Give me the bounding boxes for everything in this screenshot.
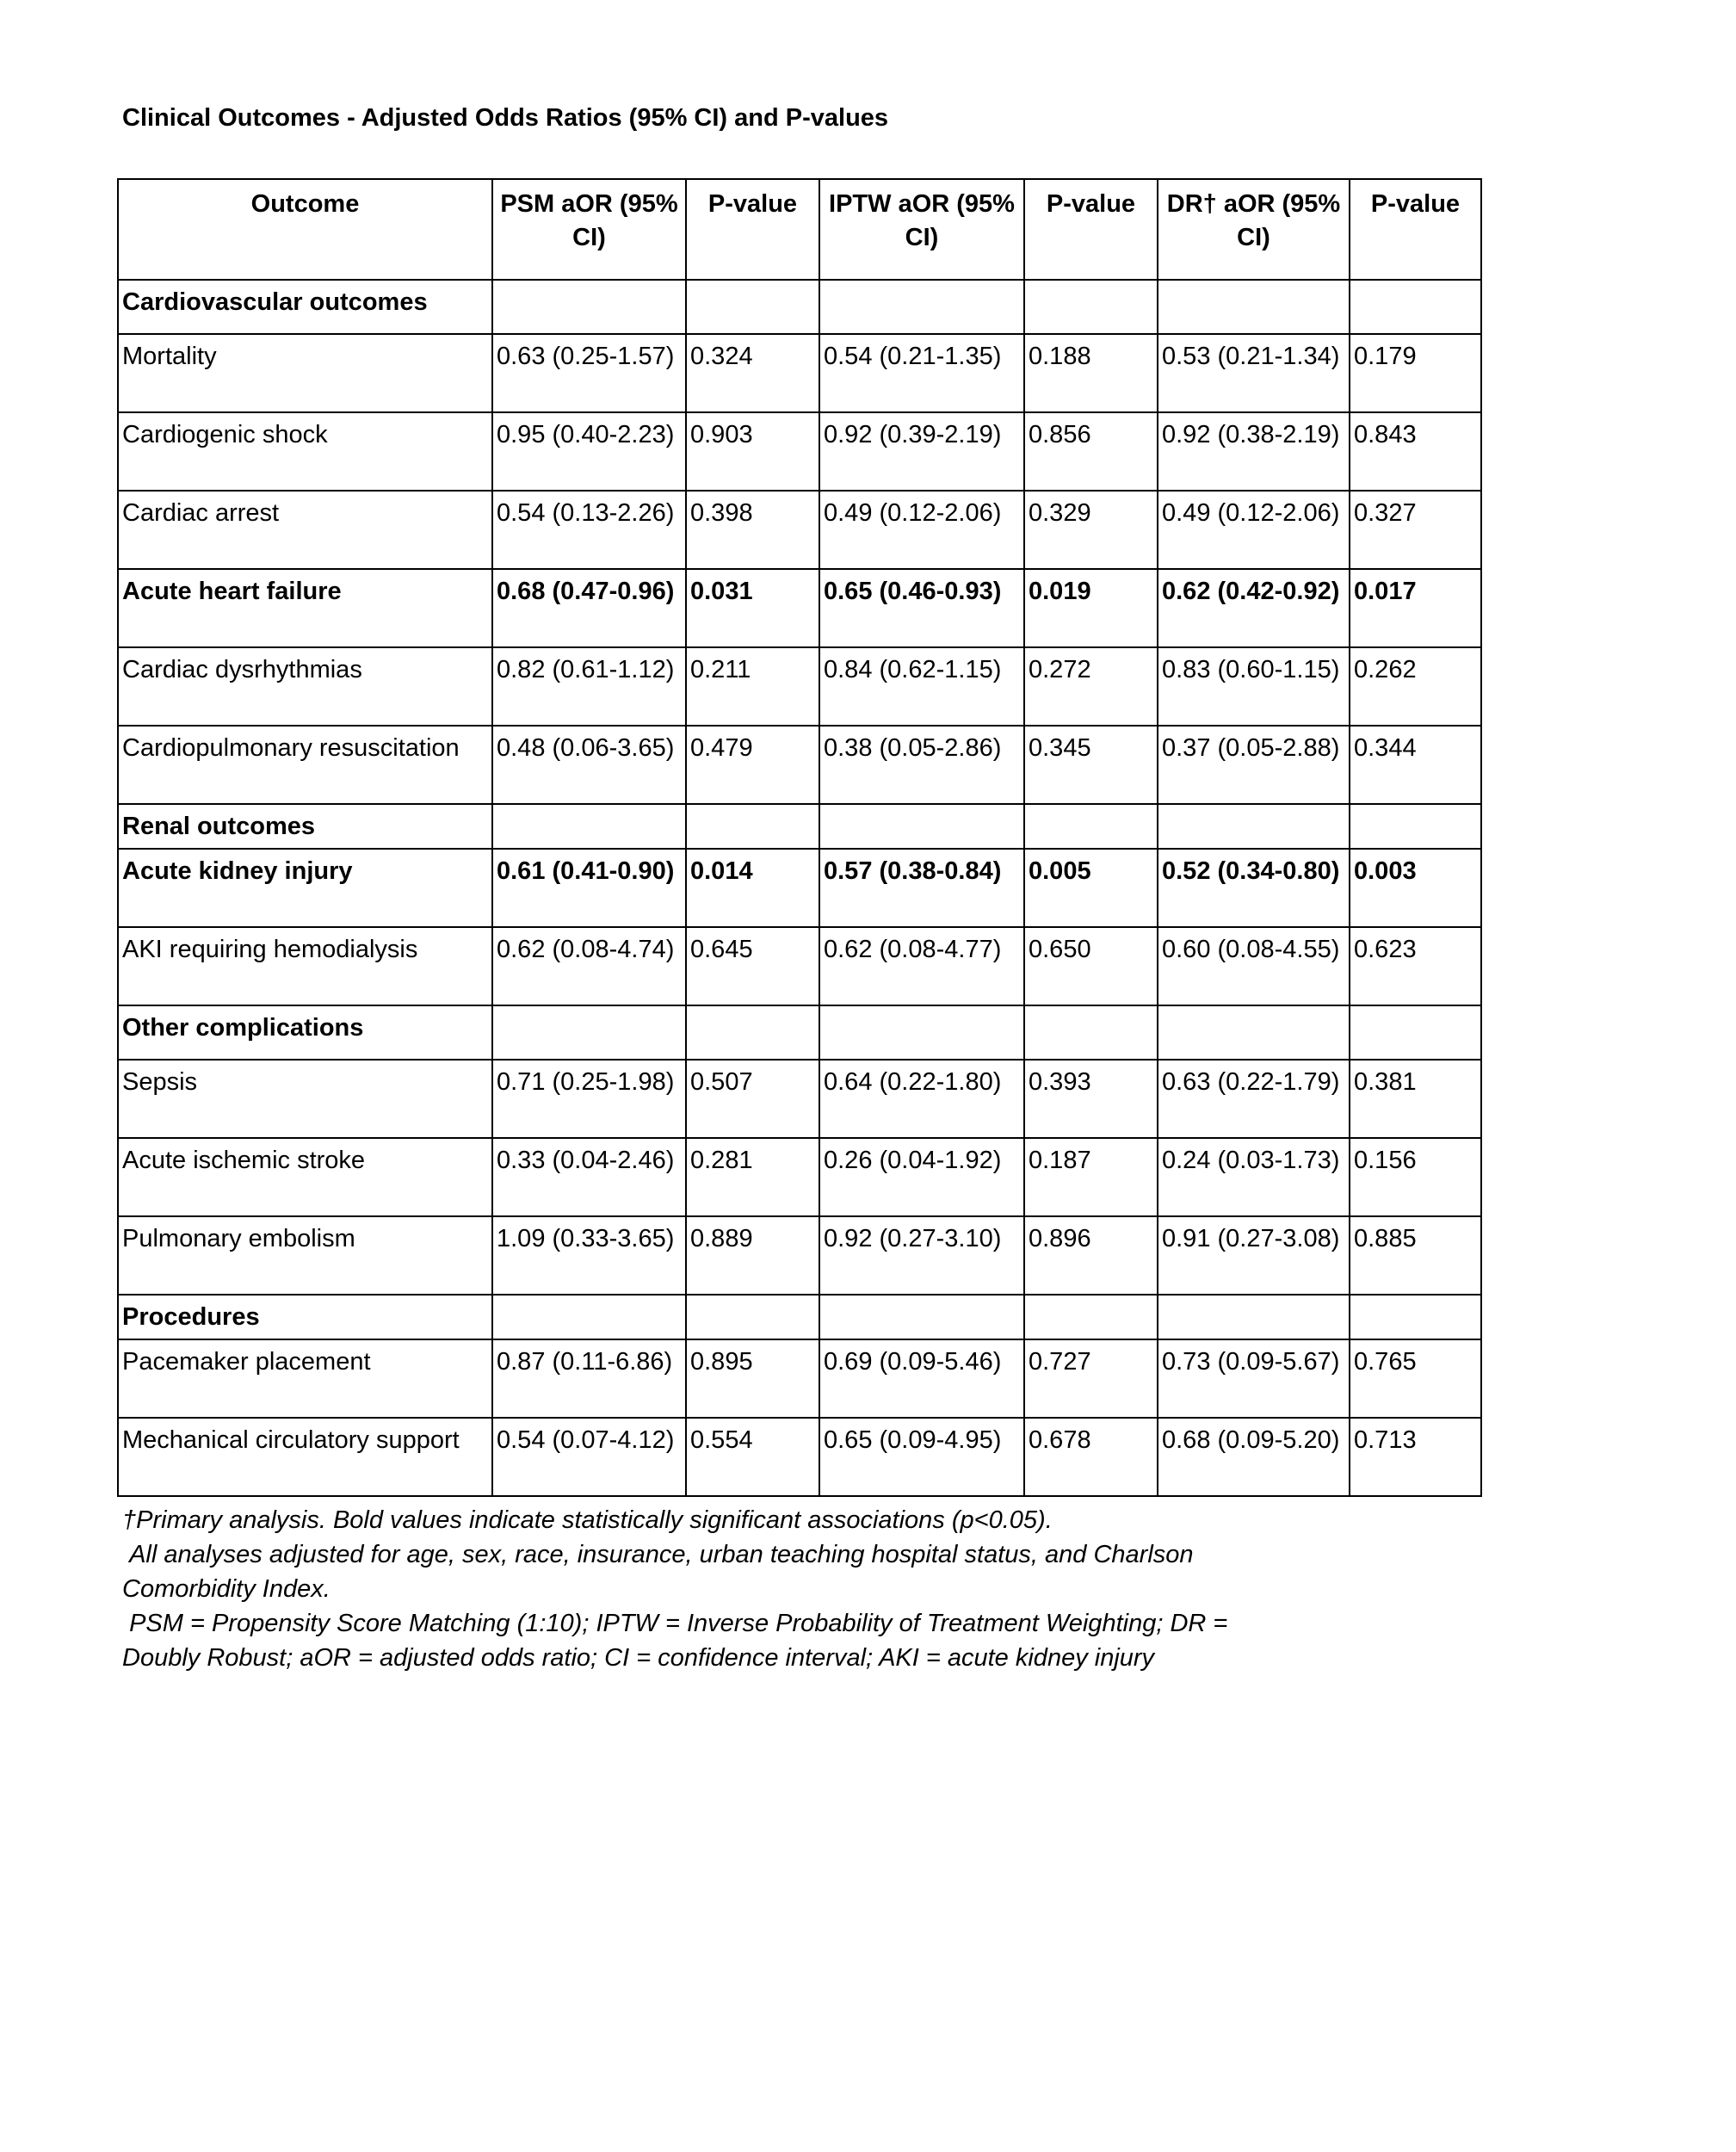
empty-cell: [686, 280, 819, 334]
iptw-p-value-cell: 0.896: [1024, 1216, 1158, 1295]
empty-cell: [492, 1005, 686, 1060]
table-row: [118, 726, 1481, 804]
footnotes: [122, 1503, 1310, 1675]
psm-p-value-cell: 0.554: [686, 1418, 819, 1496]
footnote-abbreviations: PSM = Propensity Score Matching (1:10); IPTW = Inverse Probability of Treatment Weighting; DR = Doubly Robust; aOR = adjusted odds ratio; CI = confidence interval; AKI = acute kidney injury: [122, 1610, 1235, 1672]
dr-p-value-cell: 0.017: [1350, 569, 1481, 647]
empty-cell: [1350, 1295, 1481, 1339]
table-row: [118, 412, 1481, 491]
iptw-aor-cell: 0.69 (0.09-5.46): [819, 1339, 1024, 1418]
dr-p-value-cell: 0.765: [1350, 1339, 1481, 1418]
empty-cell: [492, 280, 686, 334]
outcome-cell: Acute heart failure: [118, 569, 492, 647]
iptw-aor-cell: 0.84 (0.62-1.15): [819, 647, 1024, 726]
empty-cell: [686, 1295, 819, 1339]
iptw-aor-cell: 0.49 (0.12-2.06): [819, 491, 1024, 569]
dr-aor-cell: 0.73 (0.09-5.67): [1158, 1339, 1350, 1418]
table-row: [118, 569, 1481, 647]
outcome-cell: Cardiac arrest: [118, 491, 492, 569]
outcome-cell: Pacemaker placement: [118, 1339, 492, 1418]
psm-aor-cell: 0.87 (0.11-6.86): [492, 1339, 686, 1418]
iptw-p-value-cell: 0.005: [1024, 849, 1158, 927]
dr-aor-cell: 0.92 (0.38-2.19): [1158, 412, 1350, 491]
dr-p-value-cell: 0.179: [1350, 334, 1481, 412]
dr-aor-cell: 0.68 (0.09-5.20): [1158, 1418, 1350, 1496]
footnote-adjustments: All analyses adjusted for age, sex, race, insurance, urban teaching hospital status, and Charlson Comorbidity Index.: [122, 1541, 1201, 1603]
column-header-iptw-aor: IPTW aOR (95% CI): [819, 179, 1024, 280]
column-header-outcome: Outcome: [118, 179, 492, 280]
section-label: Cardiovascular outcomes: [118, 280, 492, 334]
table-row: [118, 647, 1481, 726]
psm-aor-cell: 0.61 (0.41-0.90): [492, 849, 686, 927]
dr-aor-cell: 0.49 (0.12-2.06): [1158, 491, 1350, 569]
empty-cell: [819, 1295, 1024, 1339]
psm-p-value-cell: 0.903: [686, 412, 819, 491]
dr-aor-cell: 0.60 (0.08-4.55): [1158, 927, 1350, 1005]
psm-aor-cell: 0.33 (0.04-2.46): [492, 1138, 686, 1216]
iptw-aor-cell: 0.92 (0.27-3.10): [819, 1216, 1024, 1295]
psm-p-value-cell: 0.031: [686, 569, 819, 647]
psm-aor-cell: 0.48 (0.06-3.65): [492, 726, 686, 804]
outcome-cell: Cardiogenic shock: [118, 412, 492, 491]
iptw-aor-cell: 0.38 (0.05-2.86): [819, 726, 1024, 804]
dr-p-value-cell: 0.381: [1350, 1060, 1481, 1138]
iptw-p-value-cell: 0.393: [1024, 1060, 1158, 1138]
section-label: Renal outcomes: [118, 804, 492, 849]
empty-cell: [1024, 804, 1158, 849]
iptw-p-value-cell: 0.345: [1024, 726, 1158, 804]
table-row: [118, 1216, 1481, 1295]
psm-aor-cell: 0.71 (0.25-1.98): [492, 1060, 686, 1138]
section-row: [118, 1005, 1481, 1060]
psm-p-value-cell: 0.014: [686, 849, 819, 927]
psm-aor-cell: 0.54 (0.07-4.12): [492, 1418, 686, 1496]
psm-p-value-cell: 0.479: [686, 726, 819, 804]
outcome-cell: Acute kidney injury: [118, 849, 492, 927]
table-row: [118, 927, 1481, 1005]
dr-aor-cell: 0.52 (0.34-0.80): [1158, 849, 1350, 927]
table-row: [118, 334, 1481, 412]
empty-cell: [686, 1005, 819, 1060]
empty-cell: [492, 804, 686, 849]
outcome-cell: AKI requiring hemodialysis: [118, 927, 492, 1005]
psm-p-value-cell: 0.211: [686, 647, 819, 726]
outcome-cell: Cardiopulmonary resuscitation: [118, 726, 492, 804]
column-header-dr-aor: DR† aOR (95% CI): [1158, 179, 1350, 280]
empty-cell: [819, 804, 1024, 849]
psm-aor-cell: 0.82 (0.61-1.12): [492, 647, 686, 726]
section-row: [118, 280, 1481, 334]
column-header-psm-aor: PSM aOR (95% CI): [492, 179, 686, 280]
psm-p-value-cell: 0.507: [686, 1060, 819, 1138]
iptw-aor-cell: 0.26 (0.04-1.92): [819, 1138, 1024, 1216]
section-label: Other complications: [118, 1005, 492, 1060]
iptw-aor-cell: 0.64 (0.22-1.80): [819, 1060, 1024, 1138]
table-row: [118, 1138, 1481, 1216]
iptw-p-value-cell: 0.650: [1024, 927, 1158, 1005]
page-title: Clinical Outcomes - Adjusted Odds Ratios (95% CI) and P-values: [122, 104, 889, 132]
empty-cell: [819, 1005, 1024, 1060]
outcomes-table: [117, 178, 1482, 1497]
outcome-cell: Mechanical circulatory support: [118, 1418, 492, 1496]
iptw-p-value-cell: 0.329: [1024, 491, 1158, 569]
dr-p-value-cell: 0.885: [1350, 1216, 1481, 1295]
iptw-p-value-cell: 0.188: [1024, 334, 1158, 412]
table-row: [118, 849, 1481, 927]
table-row: [118, 491, 1481, 569]
iptw-p-value-cell: 0.678: [1024, 1418, 1158, 1496]
section-label: Procedures: [118, 1295, 492, 1339]
iptw-p-value-cell: 0.856: [1024, 412, 1158, 491]
section-row: [118, 1295, 1481, 1339]
outcome-cell: Cardiac dysrhythmias: [118, 647, 492, 726]
dr-p-value-cell: 0.623: [1350, 927, 1481, 1005]
dr-p-value-cell: 0.344: [1350, 726, 1481, 804]
psm-aor-cell: 0.54 (0.13-2.26): [492, 491, 686, 569]
outcome-cell: Pulmonary embolism: [118, 1216, 492, 1295]
empty-cell: [1024, 1005, 1158, 1060]
iptw-aor-cell: 0.62 (0.08-4.77): [819, 927, 1024, 1005]
psm-p-value-cell: 0.645: [686, 927, 819, 1005]
psm-aor-cell: 0.68 (0.47-0.96): [492, 569, 686, 647]
iptw-aor-cell: 0.65 (0.46-0.93): [819, 569, 1024, 647]
empty-cell: [819, 280, 1024, 334]
iptw-p-value-cell: 0.272: [1024, 647, 1158, 726]
dr-aor-cell: 0.83 (0.60-1.15): [1158, 647, 1350, 726]
empty-cell: [1158, 804, 1350, 849]
outcome-cell: Sepsis: [118, 1060, 492, 1138]
dr-p-value-cell: 0.843: [1350, 412, 1481, 491]
iptw-p-value-cell: 0.727: [1024, 1339, 1158, 1418]
dr-aor-cell: 0.62 (0.42-0.92): [1158, 569, 1350, 647]
empty-cell: [1350, 280, 1481, 334]
table-row: [118, 1339, 1481, 1418]
empty-cell: [1024, 280, 1158, 334]
empty-cell: [1158, 280, 1350, 334]
header-row: [118, 179, 1481, 280]
column-header-dr-p-value: P-value: [1350, 179, 1481, 280]
dr-p-value-cell: 0.003: [1350, 849, 1481, 927]
dr-aor-cell: 0.53 (0.21-1.34): [1158, 334, 1350, 412]
column-header-psm-p-value: P-value: [686, 179, 819, 280]
psm-p-value-cell: 0.889: [686, 1216, 819, 1295]
empty-cell: [1158, 1005, 1350, 1060]
dr-aor-cell: 0.63 (0.22-1.79): [1158, 1060, 1350, 1138]
table-body: [118, 280, 1481, 1496]
section-row: [118, 804, 1481, 849]
psm-p-value-cell: 0.398: [686, 491, 819, 569]
empty-cell: [1024, 1295, 1158, 1339]
dr-p-value-cell: 0.156: [1350, 1138, 1481, 1216]
empty-cell: [686, 804, 819, 849]
iptw-aor-cell: 0.57 (0.38-0.84): [819, 849, 1024, 927]
iptw-aor-cell: 0.54 (0.21-1.35): [819, 334, 1024, 412]
table-row: [118, 1060, 1481, 1138]
table-row: [118, 1418, 1481, 1496]
dr-aor-cell: 0.37 (0.05-2.88): [1158, 726, 1350, 804]
psm-p-value-cell: 0.281: [686, 1138, 819, 1216]
empty-cell: [492, 1295, 686, 1339]
empty-cell: [1350, 804, 1481, 849]
dr-aor-cell: 0.91 (0.27-3.08): [1158, 1216, 1350, 1295]
dr-p-value-cell: 0.713: [1350, 1418, 1481, 1496]
iptw-p-value-cell: 0.187: [1024, 1138, 1158, 1216]
iptw-p-value-cell: 0.019: [1024, 569, 1158, 647]
dr-aor-cell: 0.24 (0.03-1.73): [1158, 1138, 1350, 1216]
psm-aor-cell: 0.62 (0.08-4.74): [492, 927, 686, 1005]
psm-aor-cell: 0.63 (0.25-1.57): [492, 334, 686, 412]
psm-aor-cell: 1.09 (0.33-3.65): [492, 1216, 686, 1295]
empty-cell: [1158, 1295, 1350, 1339]
column-header-iptw-p-value: P-value: [1024, 179, 1158, 280]
outcome-cell: Mortality: [118, 334, 492, 412]
psm-aor-cell: 0.95 (0.40-2.23): [492, 412, 686, 491]
outcome-cell: Acute ischemic stroke: [118, 1138, 492, 1216]
footnote-primary-analysis: †Primary analysis. Bold values indicate statistically significant associations (p<0.05).: [122, 1506, 1053, 1534]
iptw-aor-cell: 0.65 (0.09-4.95): [819, 1418, 1024, 1496]
psm-p-value-cell: 0.895: [686, 1339, 819, 1418]
iptw-aor-cell: 0.92 (0.39-2.19): [819, 412, 1024, 491]
dr-p-value-cell: 0.262: [1350, 647, 1481, 726]
psm-p-value-cell: 0.324: [686, 334, 819, 412]
dr-p-value-cell: 0.327: [1350, 491, 1481, 569]
empty-cell: [1350, 1005, 1481, 1060]
